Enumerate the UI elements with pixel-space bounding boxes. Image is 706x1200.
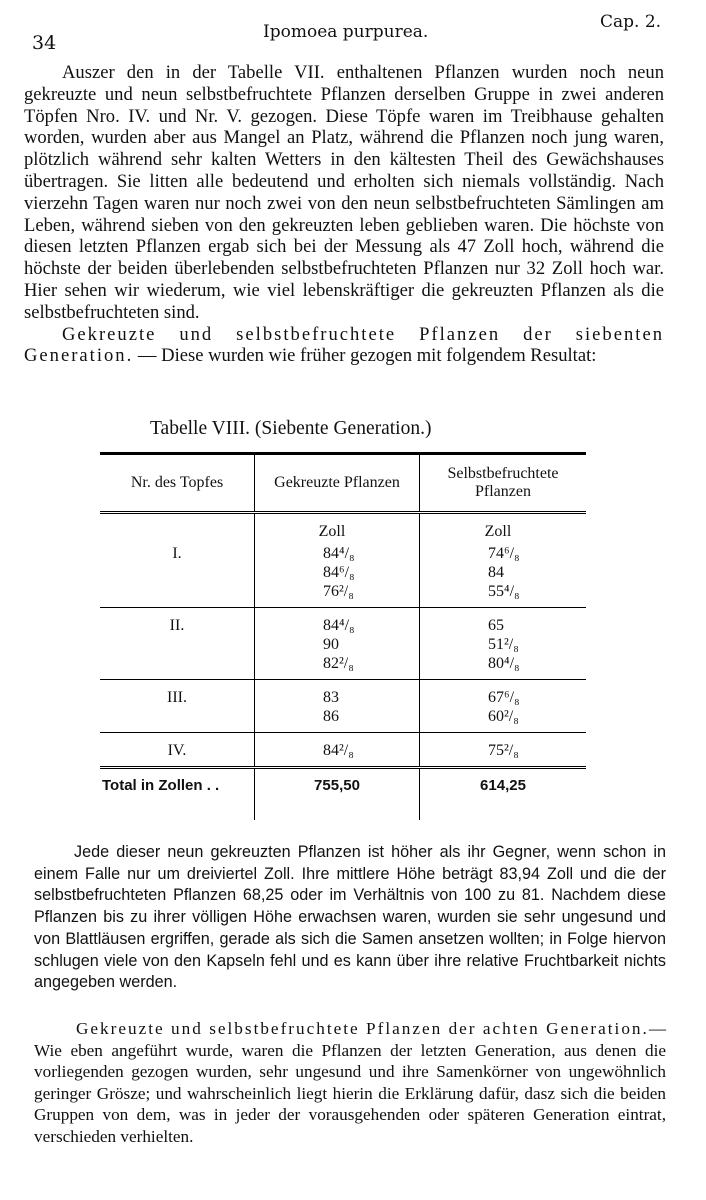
crossed-values (255, 741, 419, 760)
table-caption: Tabelle VIII. (Siebente Generation.) (150, 418, 432, 439)
running-title: Ipomoea purpurea. (263, 22, 429, 42)
selfed-value: 51²/₈ (488, 636, 519, 653)
selfed-value: 55⁴/₈ (488, 583, 520, 600)
eighth-generation-rest: —Wie eben angeführt wurde, waren die Pflanzen der letzten Generation, aus denen die vorliegenden gezogen wurden, sehr ungesund und ihre Samenkörner von ungewöhnlich geringer Grösze; und wahrscheinlich liegt hierin die Erklärung dafür, dasz sich die beiden Gruppen von dem, was in jeder der vorausgehenden oder späteren Generation eintrat, verschieden verhielten. (34, 1019, 666, 1146)
selfed-cell (420, 513, 587, 608)
crossed-value: 83 (323, 689, 339, 706)
selfed-value: 74⁶/₈ (488, 545, 520, 562)
crossed-values (255, 616, 419, 673)
header-crossed: Gekreuzte Pflanzen (255, 454, 420, 513)
table-row (100, 608, 586, 680)
selfed-values (420, 616, 586, 673)
seventh-generation-paragraph (24, 324, 664, 368)
crossed-value: 86 (323, 708, 339, 725)
selfed-value: 60²/₈ (488, 708, 519, 725)
selfed-value: 67⁶/₈ (488, 689, 520, 706)
table-body (100, 513, 586, 821)
selfed-values (420, 741, 586, 760)
pot-number: I. (172, 545, 182, 562)
pot-number: II. (169, 617, 185, 634)
selfed-cell (420, 680, 587, 733)
selfed-values (420, 544, 586, 601)
selfed-values (420, 688, 586, 726)
table-row (100, 733, 586, 768)
header-selfed: Selbstbefruchtete Pflanzen (447, 465, 559, 500)
crossed-values (255, 544, 419, 601)
crossed-cell (255, 680, 420, 733)
pot-number-cell (100, 608, 255, 680)
crossed-value: 84⁴/₈ (323, 545, 355, 562)
intro-text (24, 62, 664, 367)
results-table (100, 452, 586, 820)
after-table-paragraph: Jede dieser neun gekreuzten Pflanzen ist höher als ihr Gegner, wenn schon in einem Falle nur um dreiviertel Zoll. Ihre mittlere Höhe beträgt 83,94 Zoll und die der selbstbefruchteten Pflanzen 68,25 oder im Verhältnis von 100 zu 81. Nachdem diese Pflanzen bis zu ihrer völligen Höhe erwachsen waren, wurden sie sehr ungesund und von Blattläusen ergriffen, gerade als sich die Samen ansetzen wollten; in Folge hiervon schlugen viele von den Kapseln fehl und es kann über ihre relative Fruchtbarkeit nichts angegeben werden. (34, 843, 666, 992)
total-row (100, 768, 586, 821)
crossed-value: 84⁴/₈ (323, 617, 355, 634)
crossed-cell (255, 608, 420, 680)
table-header-row (100, 454, 586, 513)
total-label: Total in Zollen . . (100, 768, 255, 821)
intro-paragraph: Auszer den in der Tabelle VII. enthaltenen Pflanzen wurden noch neun gekreuzte und neun selbstbefruchtete Pflanzen derselben Gruppe in zwei anderen Töpfen Nro. IV. und Nr. V. gezogen. Diese Töpfe waren im Treibhause gehalten worden, wurden aber aus Mangel an Platz, während die Pflanzen noch jung waren, plötzlich während sehr kalten Wetters in den kältesten Theil des Gewächshauses übertragen. Sie litten alle bedeutend und erholten sich niemals vollständig. Nach vierzehn Tagen waren nur noch zwei von den neun selbstbefruchteten Sämlingen am Leben, während sieben von den gekreuzten leben geblieben waren. Die höchste von diesen letzten Pflanzen ergab sich bei der Messung als 47 Zoll hoch, während die höchste der beiden überlebenden selbstbefruchteten Pflanzen nur 32 Zoll hoch war. Hier sehen wir wiederum, wie viel lebenskräftiger die gekreuzten Pflanzen als die selbstbefruchteten sind. (24, 62, 664, 323)
seventh-generation-heading: Gekreuzte und selbstbefruchtete Pflanzen der siebenten Generation. (24, 323, 664, 367)
crossed-value: 76²/₈ (323, 583, 354, 600)
unit-label: Zoll (484, 523, 512, 540)
header-pot: Nr. des Topfes (100, 454, 255, 513)
table-row (100, 680, 586, 733)
crossed-value: 90 (323, 636, 339, 653)
page-number: 34 (32, 32, 57, 54)
eighth-generation-text (34, 1018, 666, 1147)
crossed-value: 84⁶/₈ (323, 564, 355, 581)
pot-number-cell (100, 680, 255, 733)
selfed-value: 84 (488, 564, 504, 581)
selfed-value: 80⁴/₈ (488, 655, 520, 672)
selfed-cell (420, 733, 587, 768)
selfed-value: 75²/₈ (488, 742, 519, 759)
crossed-values (255, 688, 419, 726)
pot-number: IV. (167, 742, 187, 759)
pot-number: III. (167, 689, 187, 706)
after-table-text (34, 842, 666, 994)
eighth-generation-heading: Gekreuzte und selbstbefruchtete Pflanzen der achten Generation. (76, 1019, 649, 1038)
selfed-value: 65 (488, 617, 504, 634)
crossed-cell (255, 513, 420, 608)
crossed-value: 82²/₈ (323, 655, 354, 672)
table-row (100, 513, 586, 608)
pot-number-cell (100, 513, 255, 608)
total-crossed: 755,50 (255, 768, 420, 821)
crossed-cell (255, 733, 420, 768)
chapter-label: Cap. 2. (600, 12, 662, 32)
total-selfed: 614,25 (480, 777, 526, 794)
seventh-generation-text: — Diese wurden wie früher gezogen mit folgendem Resultat: (133, 345, 597, 367)
eighth-generation-paragraph (34, 1018, 666, 1147)
pot-number-cell (100, 733, 255, 768)
unit-label: Zoll (318, 523, 346, 540)
selfed-cell (420, 608, 587, 680)
crossed-value: 84²/₈ (323, 742, 354, 759)
